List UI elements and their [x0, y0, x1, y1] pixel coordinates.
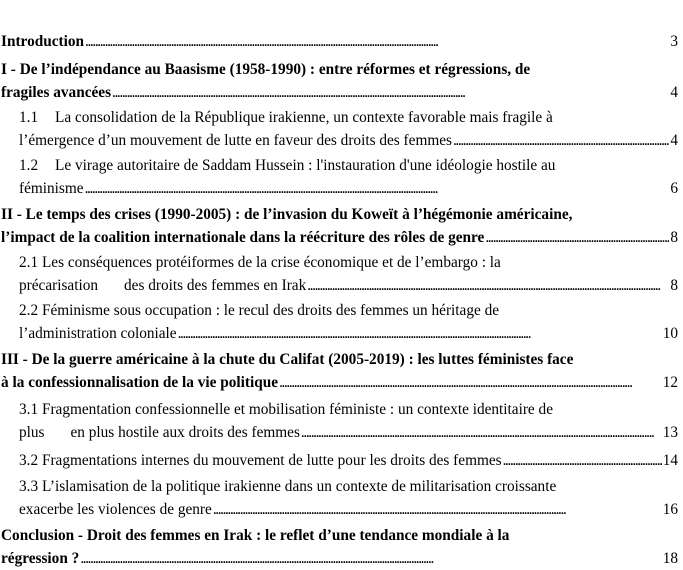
- toc-entry-title-line1: 3.1 Fragmentation confessionnelle et mobilisation féministe : un contexte identitaire de: [19, 401, 553, 418]
- toc-page-number: 4: [670, 132, 678, 149]
- section-number: 1.1: [19, 109, 39, 126]
- dot-leader: [85, 30, 669, 53]
- toc-entry-title-line2: exacerbe les violences de genre: [19, 501, 212, 518]
- toc-page-number: 8: [670, 229, 678, 246]
- toc-entry-title-line2a: précarisation: [19, 277, 98, 294]
- toc-entry-title-line1: 2.1 Les conséquences protéiformes de la crise économique et de l’embargo : la: [19, 254, 501, 271]
- toc-entry-title-line1: Conclusion - Droit des femmes en Irak : le reflet d’une tendance mondiale à la: [1, 527, 510, 544]
- dot-leader: [178, 322, 662, 345]
- toc-entry-title-line2b: des droits des femmes en Irak: [124, 277, 307, 294]
- dot-leader: [301, 421, 662, 444]
- dot-leader: [503, 449, 662, 472]
- toc-entry-part-3[interactable]: [1, 348, 678, 394]
- dot-leader: [213, 498, 662, 521]
- toc-entry-title-line2: l’émergence d’un mouvement de lutte en faveur des droits des femmes: [19, 132, 452, 149]
- dot-leader: [112, 81, 669, 104]
- toc-entry-section-2-1[interactable]: [19, 251, 678, 297]
- dot-leader: [85, 177, 670, 200]
- toc-entry-conclusion[interactable]: [1, 524, 678, 570]
- toc-entry-title-line1: II - Le temps des crises (1990-2005) : de l’invasion du Koweït à l’hégémonie américaine,: [1, 206, 573, 223]
- toc-page-number: 18: [662, 550, 678, 567]
- toc-page-number: 14: [662, 452, 678, 469]
- toc-entry-title-line2b: en plus hostile aux droits des femmes: [70, 424, 300, 441]
- toc-page-number: 8: [670, 277, 678, 294]
- toc-page-number: 4: [670, 84, 678, 101]
- toc-page-number: 12: [662, 374, 678, 391]
- toc-entry-title-line1: I - De l’indépendance au Baasisme (1958-1990) : entre réformes et régressions, de: [1, 61, 531, 78]
- toc-entry-title: Introduction: [1, 33, 85, 50]
- toc-entry-title-line1: 2.2 Féminisme sous occupation : le recul des droits des femmes un héritage de: [19, 302, 500, 319]
- toc-entry-section-2-2[interactable]: [19, 299, 678, 345]
- dot-leader: [453, 129, 669, 152]
- dot-leader: [80, 547, 661, 570]
- toc-entry-section-1-1[interactable]: [19, 106, 678, 152]
- toc-entry-title-line2: à la confessionnalisation de la vie politique: [1, 374, 279, 391]
- dot-leader: [485, 226, 669, 249]
- toc-entry-introduction[interactable]: [1, 30, 678, 53]
- toc-entry-title-line1: 3.3 L’islamisation de la politique irakienne dans un contexte de militarisation croissante: [19, 478, 557, 495]
- toc-entry-title-line2: l’impact de la coalition internationale dans la réécriture des rôles de genre: [1, 229, 485, 246]
- toc-page-number: 13: [662, 424, 678, 441]
- toc-entry-section-3-3[interactable]: [19, 475, 678, 521]
- toc-entry-section-3-2[interactable]: [19, 449, 678, 472]
- toc-page-number: 3: [670, 33, 678, 50]
- toc-entry-title-line2: féminisme: [19, 180, 84, 197]
- dot-leader: [279, 371, 662, 394]
- toc-page-number: 6: [670, 180, 678, 197]
- toc-entry-title-line2: régression ?: [1, 550, 80, 567]
- toc-entry-title-line2: fragiles avancées: [1, 84, 112, 101]
- toc-entry-title-line1: III - De la guerre américaine à la chute du Califat (2005-2019) : les luttes féministes face: [1, 351, 574, 368]
- toc-entry-title-line1: Le virage autoritaire de Saddam Hussein : l'instauration d'une idéologie hostile au: [55, 157, 556, 174]
- toc-entry-part-1[interactable]: [1, 58, 678, 104]
- toc-entry-section-3-1[interactable]: [19, 398, 678, 444]
- toc-entry-title-line1: La consolidation de la République irakienne, un contexte favorable mais fragile à: [55, 109, 553, 126]
- toc-entry-title-line2a: plus: [19, 424, 45, 441]
- toc-page-number: 16: [662, 501, 678, 518]
- toc-entry-section-1-2[interactable]: [19, 154, 678, 200]
- toc-entry-title-line2: l’administration coloniale: [19, 325, 177, 342]
- toc-page-number: 10: [662, 325, 678, 342]
- toc-entry-part-2[interactable]: [1, 203, 678, 249]
- section-number: 1.2: [19, 157, 39, 174]
- dot-leader: [307, 274, 669, 297]
- toc-entry-title: 3.2 Fragmentations internes du mouvement de lutte pour les droits des femmes: [19, 452, 502, 469]
